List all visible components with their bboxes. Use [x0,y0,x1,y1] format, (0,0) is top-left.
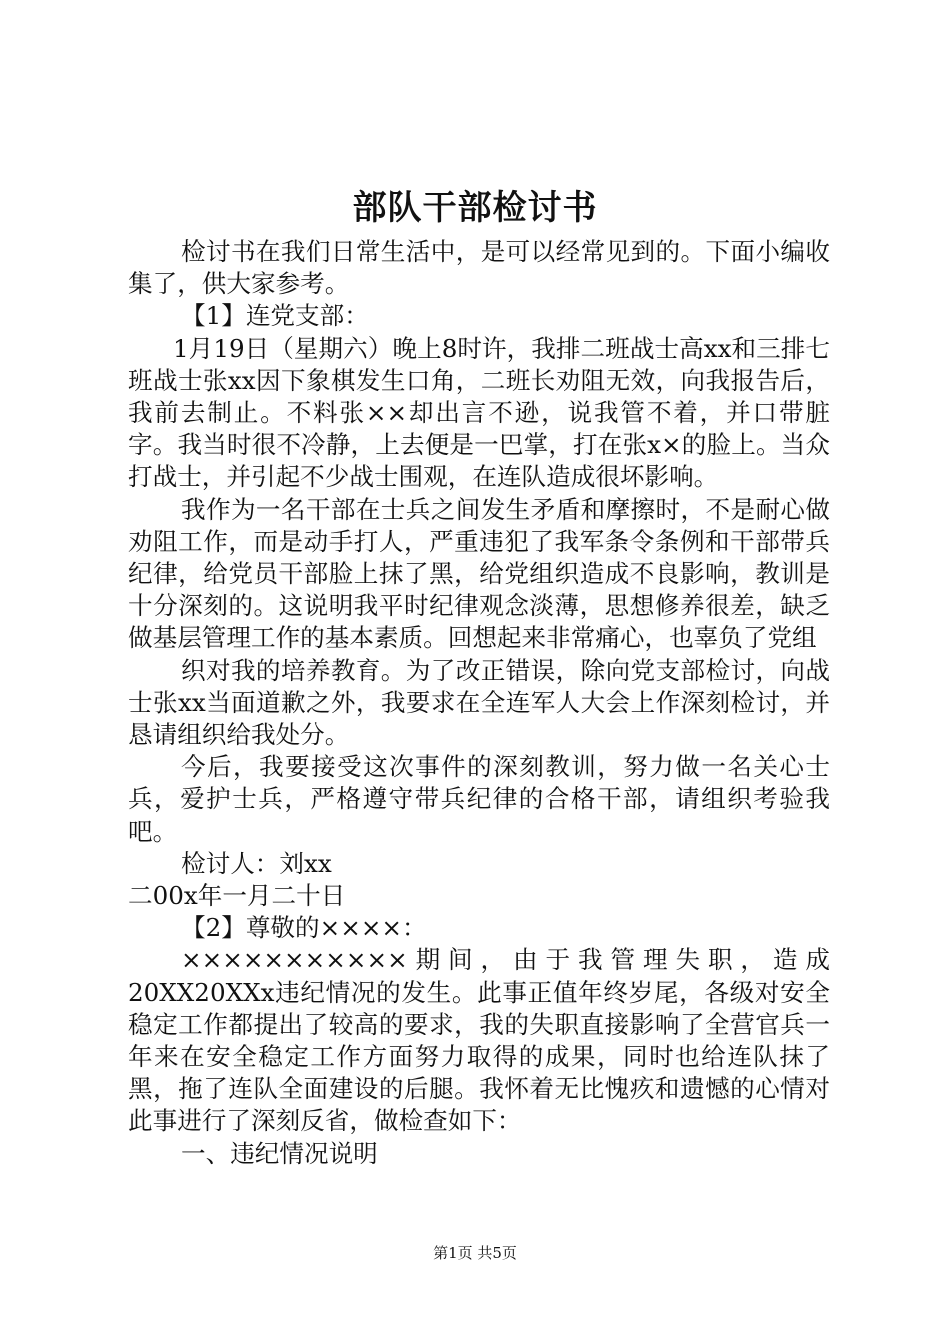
paragraph-signature: 检讨人：刘xx [181,848,332,878]
paragraph-reflection: 我作为一名干部在士兵之间发生矛盾和摩擦时，不是耐心做劝阻工作，而是动手打人，严重违犯了我军条令条例和干部带兵纪律，给党员干部脸上抹了黑，给党组织造成不良影响，教训是十分深刻的。这说明我平时纪律观念淡薄，思想修养很差，缺乏做基层管理工作的基本素质。回想起来非常痛心，也辜负了党组 [128,494,830,653]
page-footer: 第1页 共5页 [433,1244,517,1262]
paragraph-commitment: 今后，我要接受这次事件的深刻教训，努力做一名关心士兵，爱护士兵，严格遵守带兵纪律的合格干部，请组织考验我吧。 [128,752,830,846]
paragraph-intro: 检讨书在我们日常生活中，是可以经常见到的。下面小编收集了，供大家参考。 [128,237,830,299]
paragraph-date: 二00x年一月二十日 [128,881,346,911]
paragraph-incident: 1月19日（星期六）晚上8时许，我排二班战士高xx和三排七班战士张xx因下象棋发生口角，二班长劝阻无效，向我报告后，我前去制止。不料张××却出言不逊，说我管不着，并口带脏字。我当时很不冷静，上去便是一巴掌，打在张x×的脸上。当众打战士，并引起不少战士围观，在连队造成很坏影响。 [128,333,830,492]
paragraph-apology: 织对我的培养教育。为了改正错误，除向党支部检讨，向战士张xx当面道歉之外，我要求在全连军人大会上作深刻检讨，并恳请组织给我处分。 [128,655,830,750]
document-body [128,236,830,1170]
document-title: 部队干部检讨书 [352,188,598,228]
paragraph-violation: ×××××××××××期间，由于我管理失职，造成20XX20XXx违纪情况的发生。此事正值年终岁尾，各级对安全稳定工作都提出了较高的要求，我的失职直接影响了全营官兵一年来在安全稳定工作方面努力取得的成果，同时也给连队抹了黑，拖了连队全面建设的后腿。我怀着无比愧疚和遗憾的心情对此事进行了深刻反省，做检查如下： [128,945,830,1136]
paragraph-section-1: 一、违纪情况说明 [181,1138,378,1168]
paragraph-heading-2: 【2】尊敬的××××： [181,913,427,943]
paragraph-heading-1: 【1】连党支部： [181,301,369,331]
